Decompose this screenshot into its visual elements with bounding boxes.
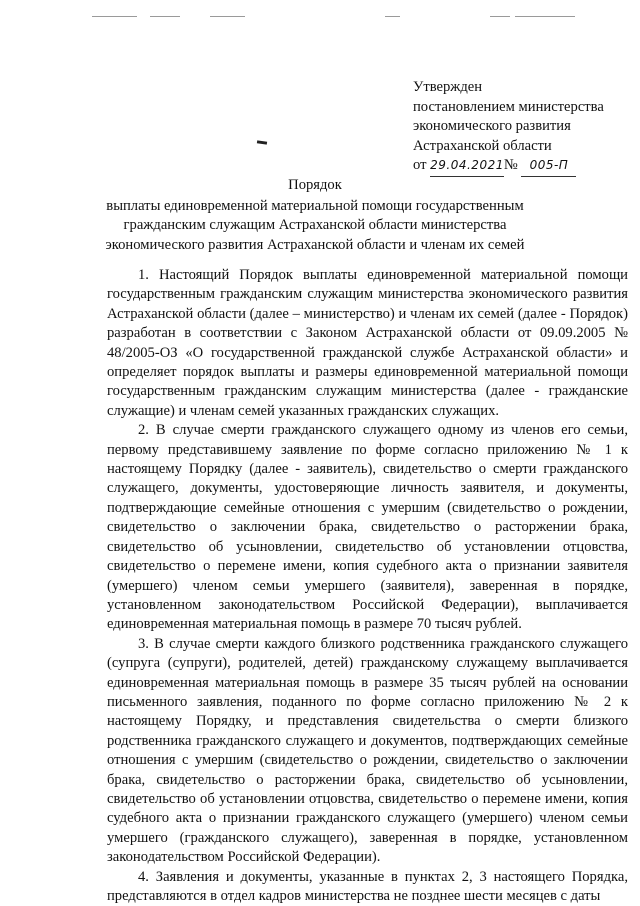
document-title-block xyxy=(100,176,530,255)
number-prefix: № xyxy=(503,157,518,174)
document-subtitle: выплаты единовременной материальной помощи государственным гражданским служащим Астраханской области министерства экономического развития Астраханской области и членам их семей xyxy=(105,197,525,253)
paragraph-3: 3. В случае смерти каждого близкого родственника гражданского служащего (супруга (супруги), родителей, детей) гражданскому служащему выплачивается единовременная материальная помощь в размере 35 тысяч рублей на основании письменного заявления, поданного по форме согласно приложению № 2 к настоящему Порядку, и представления свидетельства о смерти близкого родственника гражданского служащего и документов, подтверждающих семейные отношения с умершим (свидетельство о рождении, свидетельство о заключении брака, свидетельство о расторжении брака, свидетельство об усыновлении, свидетельство об установлении отцовства, свидетельство о перемене имени, копия судебного акта о признании гражданского служащего (умершего) членом семьи умершего (гражданского служащего), заверенная в порядке, установленном законодательством Российской Федерации). xyxy=(107,635,628,866)
approval-stamp-block xyxy=(413,78,628,177)
paragraph-2: 2. В случае смерти гражданского служащего одному из членов его семьи, первому представившему заявление по форме согласно приложению № 1 к настоящему Порядку (далее - заявитель), свидетельство о смерти гражданского служащего, документы, удостоверяющие личность заявителя, и документы, подтверждающие семейные отношения с умершим (свидетельство о рождении, свидетельство о заключении брака, свидетельство о расторжении брака, свидетельство об усыновлении, свидетельство об установлении отцовства, свидетельство о перемене имени, копия судебного акта о признании заявителя (умершего) членом семьи умершего (заявителя), заверенная в порядке, установленном законодательством Российской Федерации), выплачивается единовременная материальная помощь в размере 70 тысяч рублей. xyxy=(107,422,628,633)
date-prefix: от xyxy=(413,157,427,174)
approval-line-region: Астраханской области xyxy=(413,137,552,154)
ink-mark xyxy=(257,140,267,144)
paragraph-1: 1. Настоящий Порядок выплаты единовременной материальной помощи государственным гражданским служащим министерства экономического развития Астраханской области (далее – министерство) и членам их семей (далее - Порядок) разработан в соответствии с Законом Астраханской области от 09.09.2005 № 48/2005-ОЗ «О государственной гражданской службе Астраханской области» и определяет порядок выплаты и размеры единовременной материальной помощи государственным гражданским служащим министерства (далее - гражданские служащие) и членам семей указанных гражданских служащих. xyxy=(107,267,628,419)
document-body xyxy=(107,266,628,906)
scan-artifact-top xyxy=(0,14,640,20)
approval-line-approved: Утвержден xyxy=(413,79,483,95)
approval-line-decree: постановлением министерства xyxy=(413,98,604,115)
handwritten-date: 29.04.2021 xyxy=(430,156,504,177)
approval-line-ministry: экономического развития xyxy=(413,118,571,135)
approval-date-line xyxy=(413,156,628,177)
paragraph-4: 4. Заявления и документы, указанные в пунктах 2, 3 настоящего Порядка, представляются в отдел кадров министерства не позднее шести месяцев с даты xyxy=(107,868,628,904)
document-title: Порядок xyxy=(288,177,342,193)
handwritten-number: 005-П xyxy=(521,156,576,177)
